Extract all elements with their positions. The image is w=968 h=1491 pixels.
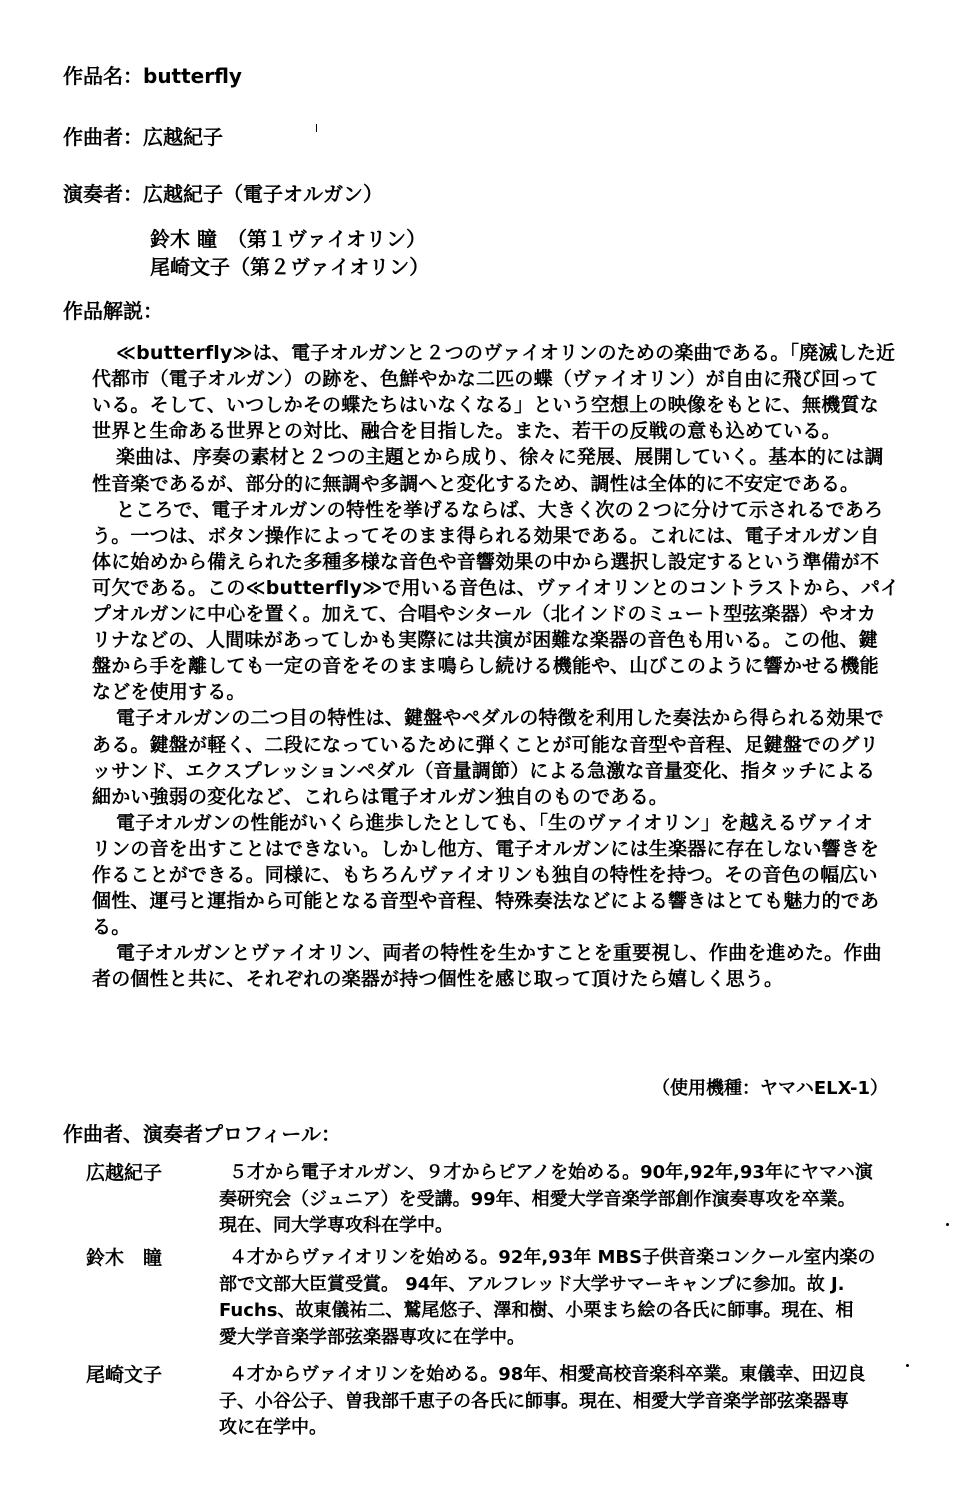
commentary-line: 作ることができる。同様に、もちろんヴァイオリンも独自の特性を持つ。その音色の幅広い bbox=[92, 864, 878, 886]
commentary-heading: 作品解説： bbox=[63, 299, 163, 323]
scan-speck bbox=[316, 124, 317, 132]
commentary-line: 者の個性と共に、それぞれの楽器が持つ個性を感じ取って頂けたら嬉しく思う。 bbox=[92, 968, 784, 991]
commentary-line: ところで、電子オルガンの特性を挙げるならば、大きく次の２つに分けて示されるであろ bbox=[116, 498, 884, 521]
performer-violin-1: 鈴木 瞳 （第１ヴァイオリン） bbox=[150, 227, 427, 251]
profile-name: 鈴木 瞳 bbox=[86, 1247, 163, 1269]
commentary-line: 電子オルガンの性能がいくら進歩したとしても、「生のヴァイオリン」を越えるヴァイオ bbox=[116, 811, 873, 834]
commentary-line: いる。そして、いつしかその蝶たちはいなくなる」という空想上の映像をもとに、無機質な bbox=[92, 394, 879, 417]
profiles-heading: 作曲者、演奏者プロフィール： bbox=[63, 1122, 341, 1146]
profile-name: 尾崎文子 bbox=[86, 1364, 163, 1386]
commentary-line: リンの音を出すことはできない。しかし他方、電子オルガンには生楽器に存在しない響きを bbox=[92, 837, 880, 860]
commentary-line: う。一つは、ボタン操作によってそのまま得られる効果である。これには、電子オルガン自 bbox=[92, 524, 880, 547]
commentary-line: リナなどの、人間味があってしかも実際には共演が困難な楽器の音色も用いる。この他、鍵 bbox=[92, 629, 878, 652]
commentary-line: ある。鍵盤が軽く、二段になっているために弾くことが可能な音型や音程、足鍵盤でのグリ bbox=[92, 733, 879, 756]
profile-line: 攻に在学中。 bbox=[219, 1417, 327, 1438]
profile-line: ４才からヴァイオリンを始める。92年,93年 MBS子供音楽コンクール室内楽の bbox=[229, 1247, 876, 1268]
profile-line: 子、小谷公子、曽我部千恵子の各氏に師事。現在、相愛大学音楽学部弦楽器専 bbox=[219, 1390, 849, 1412]
profile-line: 愛大学音楽学部弦楽器専攻に在学中。 bbox=[219, 1326, 525, 1348]
commentary-line: る。 bbox=[92, 916, 131, 939]
profile-name: 広越紀子 bbox=[86, 1162, 163, 1184]
profile-line: 奏研究会（ジュニア）を受講。99年、相愛大学音楽学部創作演奏専攻を卒業。 bbox=[219, 1188, 856, 1210]
commentary-line: 電子オルガンの二つ目の特性は、鍵盤やペダルの特徴を利用した奏法から得られる効果で bbox=[116, 707, 885, 730]
profile-line: ５才から電子オルガン、９才からピアノを始める。90年,92年,93年にヤマハ演 bbox=[229, 1162, 873, 1183]
commentary-line: などを使用する。 bbox=[92, 681, 246, 704]
commentary-line: プオルガンに中心を置く。加えて、合唱やシタール（北インドのミュート型弦楽器）やオカ bbox=[92, 603, 877, 625]
commentary-line: 盤から手を離しても一定の音をそのまま鳴らし続ける機能や、山びこのように響かせる機能 bbox=[92, 655, 879, 678]
instrument-note: （使用機種：ヤマハELX-1） bbox=[652, 1078, 888, 1099]
commentary-line: 体に始めから備えられた多種多様な音色や音響効果の中から選択し設定するという準備が不 bbox=[92, 550, 880, 573]
commentary-line: 電子オルガンとヴァイオリン、両者の特性を生かすことを重要視し、作曲を進めた。作曲 bbox=[116, 942, 882, 965]
commentary-line: 性音楽であるが、部分的に無調や多調へと変化するため、調性は全体的に不安定である。 bbox=[92, 472, 860, 495]
title-label: 作品名：butterfly bbox=[63, 64, 242, 88]
commentary-line: 個性、運弓と運指から可能となる音型や音程、特殊奏法などによる響きはとても魅力的であ bbox=[92, 890, 880, 913]
performer-violin-2: 尾崎文子（第２ヴァイオリン） bbox=[150, 255, 430, 279]
commentary-line: ≪butterfly≫は、電子オルガンと２つのヴァイオリンのための楽曲である。「廃滅した近 bbox=[116, 342, 896, 364]
commentary-line: 可欠である。この≪butterfly≫で用いる音色は、ヴァイオリンとのコントラストから、パイ bbox=[92, 576, 900, 599]
profile-line: 部で文部大臣賞受賞。 94年、アルフレッド大学サマーキャンプに参加。故 J. bbox=[219, 1273, 845, 1295]
profile-line: 現在、同大学専攻科在学中。 bbox=[219, 1215, 453, 1236]
performers-label: 演奏者：広越紀子（電子オルガン） bbox=[63, 182, 383, 206]
profile-line: ４才からヴァイオリンを始める。98年、相愛高校音楽科卒業。東儀幸、田辺良 bbox=[229, 1364, 866, 1385]
scan-speck bbox=[906, 1364, 909, 1367]
commentary-line: 世界と生命ある世界との対比、融合を目指した。また、若干の反戦の意も込めている。 bbox=[92, 420, 841, 443]
scan-speck bbox=[946, 1223, 949, 1226]
commentary-line: 代都市（電子オルガン）の跡を、色鮮やかな二匹の蝶（ヴァイオリン）が自由に飛び回って bbox=[92, 368, 879, 391]
composer-label: 作曲者：広越紀子 bbox=[63, 125, 223, 149]
commentary-line: 楽曲は、序奏の素材と２つの主題とから成り、徐々に発展、展開していく。基本的には調 bbox=[116, 446, 884, 469]
profile-line: Fuchs、故東儀祐二、鷲尾悠子、澤和樹、小栗まち絵の各氏に師事。現在、相 bbox=[219, 1300, 854, 1321]
commentary-line: ッサンド、エクスプレッションペダル（音量調節）による急激な音量変化、指タッチによる bbox=[92, 759, 876, 782]
commentary-line: 細かい強弱の変化など、これらは電子オルガン独自のものである。 bbox=[92, 785, 669, 808]
